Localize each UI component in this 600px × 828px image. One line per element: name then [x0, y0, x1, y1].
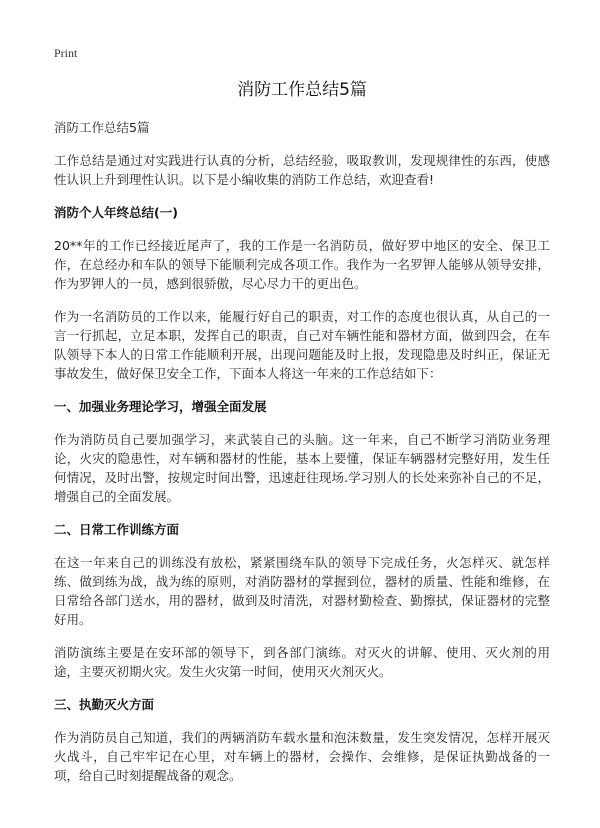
- document-title: 消防工作总结5篇: [237, 80, 367, 100]
- paragraph: 作为消防员自己要加强学习，来武装自己的头脑。这一年来，自己不断学习消防业务理论，火灾的隐患性，对车辆和器材的性能，基本上要懂，保证车辆器材完整好用，发生任何情况，及时出警，按规定时间出警，迅速赶往现场.学习别人的长处来弥补自己的不足，增强自己的全面发展。: [54, 432, 550, 504]
- document-body: [54, 78, 550, 799]
- section-heading: 一、加强业务理论学习，增强全面发展: [54, 399, 267, 414]
- section-heading: 三、执勤灭火方面: [54, 697, 155, 712]
- paragraph: 作为一名消防员的工作以来，能履行好自己的职责，对工作的态度也很认真，从自己的一言一行抓起，立足本职，发挥自己的职责，自己对车辆性能和器材方面，做到四会，在车队领导下本人的日常工作能顺利开展，出现问题能及时上报，发现隐患及时纠正，保证无事故发生，做好保卫安全工作，下面本人将这一年来的工作总结如下：: [54, 309, 550, 381]
- section-heading: 二、日常工作训练方面: [54, 522, 180, 537]
- paragraph: 作为消防员自己知道，我们的两辆消防车载水量和泡沫数量，发生突发情况，怎样开展灭火战斗，自己牢牢记在心里，对车辆上的器材，会操作、会维修，是保证执勤战备的一项，给自己时刻提醒战备的观念。: [54, 730, 550, 783]
- print-link[interactable]: Print: [54, 46, 78, 60]
- document-subtitle: 消防工作总结5篇: [54, 120, 150, 135]
- section-heading: 消防个人年终总结(一): [54, 205, 178, 220]
- paragraph: 在这一年来自己的训练没有放松，紧紧围绕车队的领导下完成任务，火怎样灭、就怎样练、做到练为战，战为练的原则，对消防器材的掌握到位，器材的质量、性能和维修，在日常给各部门送水，用的器材，做到及时清洗，对器材勤检查、勤擦拭，保证器材的完整好用。: [54, 555, 550, 627]
- paragraph: 消防演练主要是在安环部的领导下，到各部门演练。对灭火的讲解、使用、灭火剂的用途，主要灭初期火灾。发生火灾第一时间，使用灭火剂灭火。: [54, 645, 550, 679]
- paragraph-intro: 工作总结是通过对实践进行认真的分析，总结经验，吸取教训，发现规律性的东西，使感性认识上升到理性认识。以下是小编收集的消防工作总结，欢迎查看!: [54, 153, 550, 187]
- paragraph: 20**年的工作已经接近尾声了，我的工作是一名消防员，做好罗中地区的安全、保卫工作，在总经办和车队的领导下能顺利完成各项工作。我作为一名罗钾人能够从领导安排，作为罗钾人的一员，感到很骄傲，尽心尽力干的更出色。: [54, 238, 550, 291]
